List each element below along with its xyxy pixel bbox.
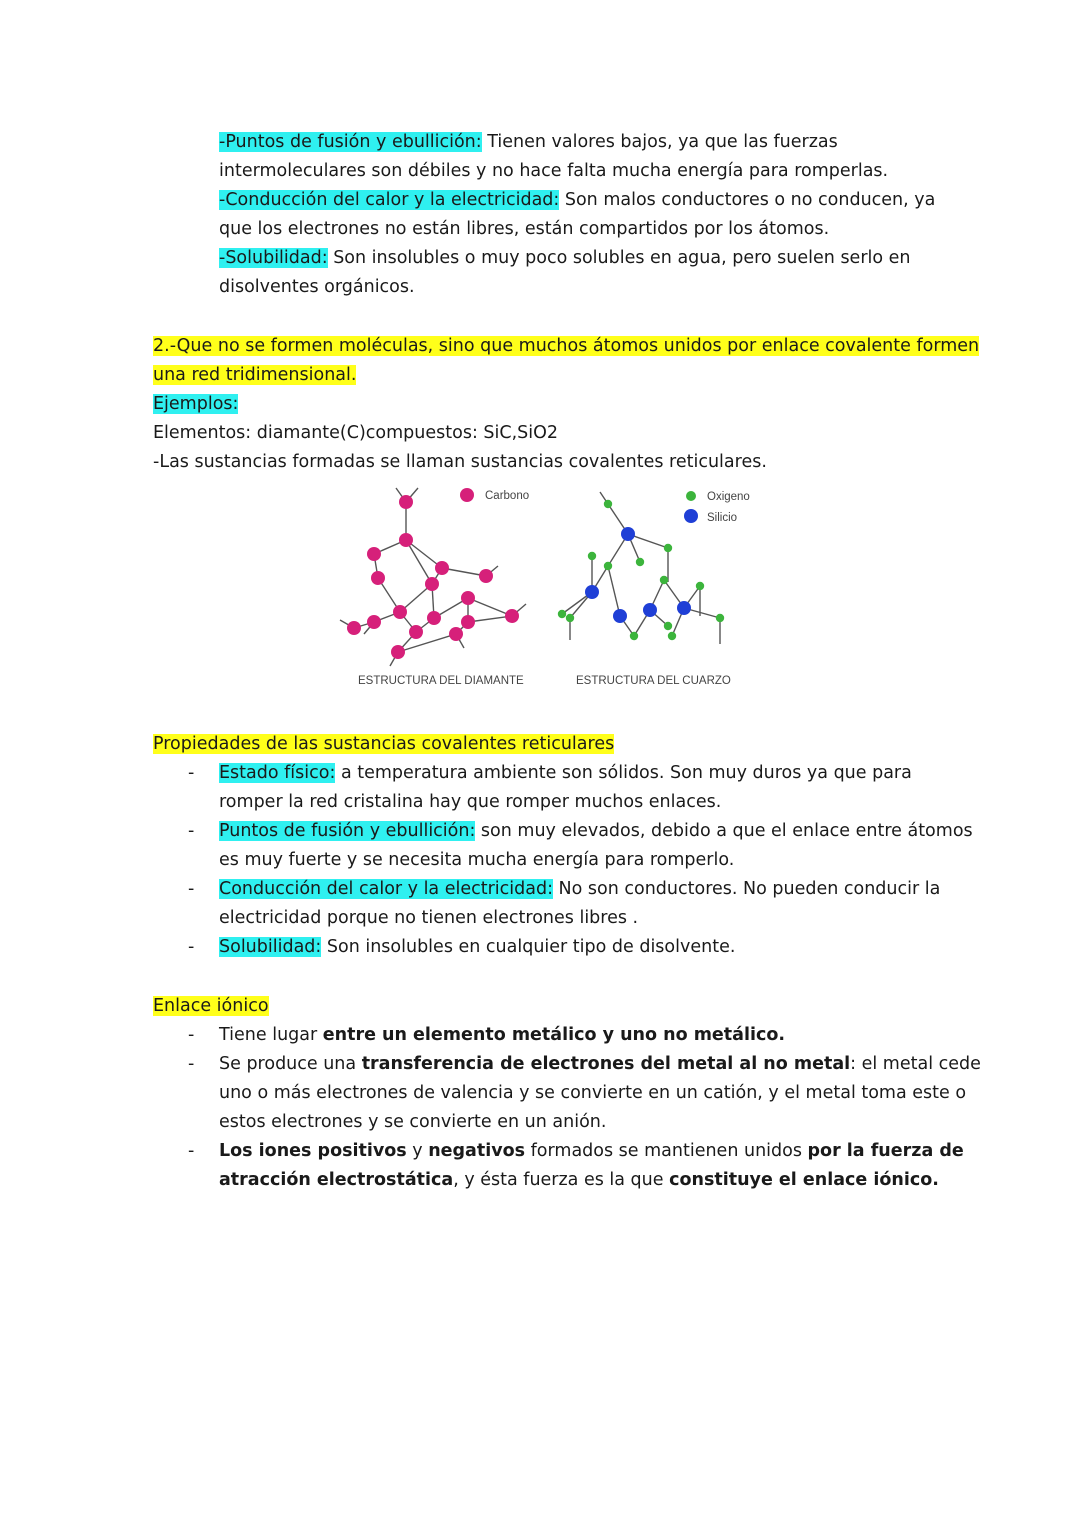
carbon-atom [371, 571, 385, 585]
legend-carbon-swatch [460, 488, 474, 502]
prop-conduction-line2: que los electrones no están libres, están compartidos por los átomos. [219, 219, 830, 239]
ionic-item-2-line1 [219, 1050, 981, 1079]
carbon-atom [347, 621, 361, 635]
carbon-atom [409, 625, 423, 639]
prop-conduction-line1 [219, 186, 935, 215]
crystal-structures-figure [322, 476, 762, 696]
oxygen-atom [660, 576, 668, 584]
oxygen-atom [664, 544, 672, 552]
bullet-dash: - [188, 1054, 195, 1074]
carbon-atom [393, 605, 407, 619]
carbon-atom [461, 615, 475, 629]
prop-melting-line2: intermoleculares son débiles y no hace falta mucha energía para romperlas. [219, 161, 889, 181]
reticular-prop-2-text: son muy elevados, debido a que el enlace entre átomos [475, 821, 973, 841]
bullet-dash: - [188, 763, 195, 783]
reticular-prop-4-label: Solubilidad: [219, 937, 322, 957]
prop-conduction-text: Son malos conductores o no conducen, ya [559, 190, 936, 210]
carbon-atom [367, 615, 381, 629]
reticular-prop-1-line2: romper la red cristalina hay que romper muchos enlaces. [219, 792, 722, 812]
carbon-atom [427, 611, 441, 625]
ionic-item-3-text-1: y [406, 1141, 429, 1161]
reticular-prop-3-line2: electricidad porque no tienen electrones libres . [219, 908, 639, 928]
oxygen-atom [566, 614, 574, 622]
ionic-item-2-text-end: : el metal cede [850, 1054, 981, 1074]
prop-melting-line1 [219, 128, 838, 157]
bullet-dash: - [188, 879, 195, 899]
ionic-item-2-bold: transferencia de electrones del metal al no metal [361, 1054, 851, 1074]
prop-solubility-line2: disolventes orgánicos. [219, 277, 415, 297]
carbon-atom [399, 533, 413, 547]
reticular-prop-3-text: No son conductores. No pueden conducir la [552, 879, 941, 899]
oxygen-atom [696, 582, 704, 590]
ionic-item-3-bold-1: Los iones positivos [219, 1141, 407, 1161]
reticular-prop-3-label: Conducción del calor y la electricidad: [219, 879, 553, 899]
prop-melting-label: -Puntos de fusión y ebullición: [219, 132, 482, 152]
reticular-props-title: Propiedades de las sustancias covalentes reticulares [153, 734, 615, 754]
examples-label: Ejemplos: [153, 394, 239, 414]
silicon-atom [613, 609, 627, 623]
legend-carbon-label: Carbono [485, 490, 530, 502]
case2-heading-cont: una red tridimensional. [153, 365, 357, 385]
case2-heading: 2.-Que no se formen moléculas, sino que muchos átomos unidos por enlace covalente formen [153, 336, 980, 356]
prop-conduction-label: -Conducción del calor y la electricidad: [219, 190, 560, 210]
ionic-item-3-text-2: formados se mantienen unidos [525, 1141, 808, 1161]
legend-oxygen-swatch [686, 491, 696, 501]
ionic-item-3-bold-3: por la fuerza de [807, 1141, 964, 1161]
case2-line2 [153, 361, 356, 390]
carbon-atom [399, 495, 413, 509]
reticular-prop-4-line1 [219, 933, 735, 962]
ionic-item-1-bold: entre un elemento metálico y uno no metálico. [322, 1025, 786, 1045]
prop-solubility-label: -Solubilidad: [219, 248, 328, 268]
reticular-prop-1-text: a temperatura ambiente son sólidos. Son muy duros ya que para [335, 763, 912, 783]
oxygen-atom [604, 562, 612, 570]
silicon-atom [621, 527, 635, 541]
caption-diamond: ESTRUCTURA DEL DIAMANTE [358, 675, 524, 687]
examples-label-line [153, 390, 238, 419]
ionic-item-3-text-3: , y ésta fuerza es la que [453, 1170, 670, 1190]
ionic-item-3-bold-5: constituye el enlace iónico. [669, 1170, 939, 1190]
prop-solubility-line1 [219, 244, 911, 273]
reticular-prop-4-text: Son insolubles en cualquier tipo de disolvente. [321, 937, 736, 957]
legend-silicon-label: Silicio [707, 512, 738, 524]
bullet-dash: - [188, 937, 195, 957]
carbon-atom [479, 569, 493, 583]
prop-melting-text: Tienen valores bajos, ya que las fuerzas [481, 132, 838, 152]
reticular-prop-2-line1 [219, 817, 973, 846]
legend-oxygen-label: Oxigeno [707, 491, 750, 503]
ionic-item-1-text: Tiene lugar [219, 1025, 323, 1045]
ionic-item-3-bold-4: atracción electrostática [219, 1170, 454, 1190]
carbon-atom [425, 577, 439, 591]
oxygen-atom [668, 632, 676, 640]
ionic-item-2-line2: uno o más electrones de valencia y se convierte en un catión, y el metal toma este o [219, 1083, 967, 1103]
carbon-atom [461, 591, 475, 605]
silicon-atom [585, 585, 599, 599]
reticular-props-title-line [153, 730, 614, 759]
case2-line1 [153, 332, 979, 361]
bullet-dash: - [188, 1025, 195, 1045]
silicon-atom [677, 601, 691, 615]
ionic-item-3-line1 [219, 1137, 964, 1166]
reticular-name-text: -Las sustancias formadas se llaman sustancias covalentes reticulares. [153, 452, 767, 472]
ionic-item-1 [219, 1021, 785, 1050]
caption-quartz: ESTRUCTURA DEL CUARZO [576, 675, 731, 687]
carbon-atom [367, 547, 381, 561]
oxygen-atom [630, 632, 638, 640]
oxygen-atom [636, 558, 644, 566]
oxygen-atom [716, 614, 724, 622]
reticular-prop-1-line1 [219, 759, 912, 788]
oxygen-atom [604, 500, 612, 508]
oxygen-atom [588, 552, 596, 560]
bond-line [608, 566, 620, 616]
carbon-atom [449, 627, 463, 641]
bond-line [406, 540, 432, 584]
prop-solubility-text: Son insolubles o muy poco solubles en agua, pero suelen serlo en [327, 248, 911, 268]
legend-silicon-swatch [684, 509, 698, 523]
bond-line [468, 598, 512, 616]
carbon-atom [435, 561, 449, 575]
reticular-prop-3-line1 [219, 875, 940, 904]
ionic-item-2-text: Se produce una [219, 1054, 362, 1074]
carbon-atom [391, 645, 405, 659]
oxygen-atom [664, 622, 672, 630]
ionic-title: Enlace iónico [153, 996, 269, 1016]
ionic-item-3-bold-2: negativos [428, 1141, 526, 1161]
reticular-prop-2-label: Puntos de fusión y ebullición: [219, 821, 476, 841]
examples-text: Elementos: diamante(C)compuestos: SiC,SiO2 [153, 423, 559, 443]
oxygen-atom [558, 610, 566, 618]
ionic-title-line [153, 992, 269, 1021]
reticular-prop-2-line2: es muy fuerte y se necesita mucha energía para romperlo. [219, 850, 735, 870]
bullet-dash: - [188, 1141, 195, 1161]
carbon-atom [505, 609, 519, 623]
silicon-atom [643, 603, 657, 617]
bullet-dash: - [188, 821, 195, 841]
reticular-prop-1-label: Estado físico: [219, 763, 336, 783]
ionic-item-3-line2 [219, 1166, 939, 1195]
ionic-item-2-line3: estos electrones y se convierte en un anión. [219, 1112, 607, 1132]
